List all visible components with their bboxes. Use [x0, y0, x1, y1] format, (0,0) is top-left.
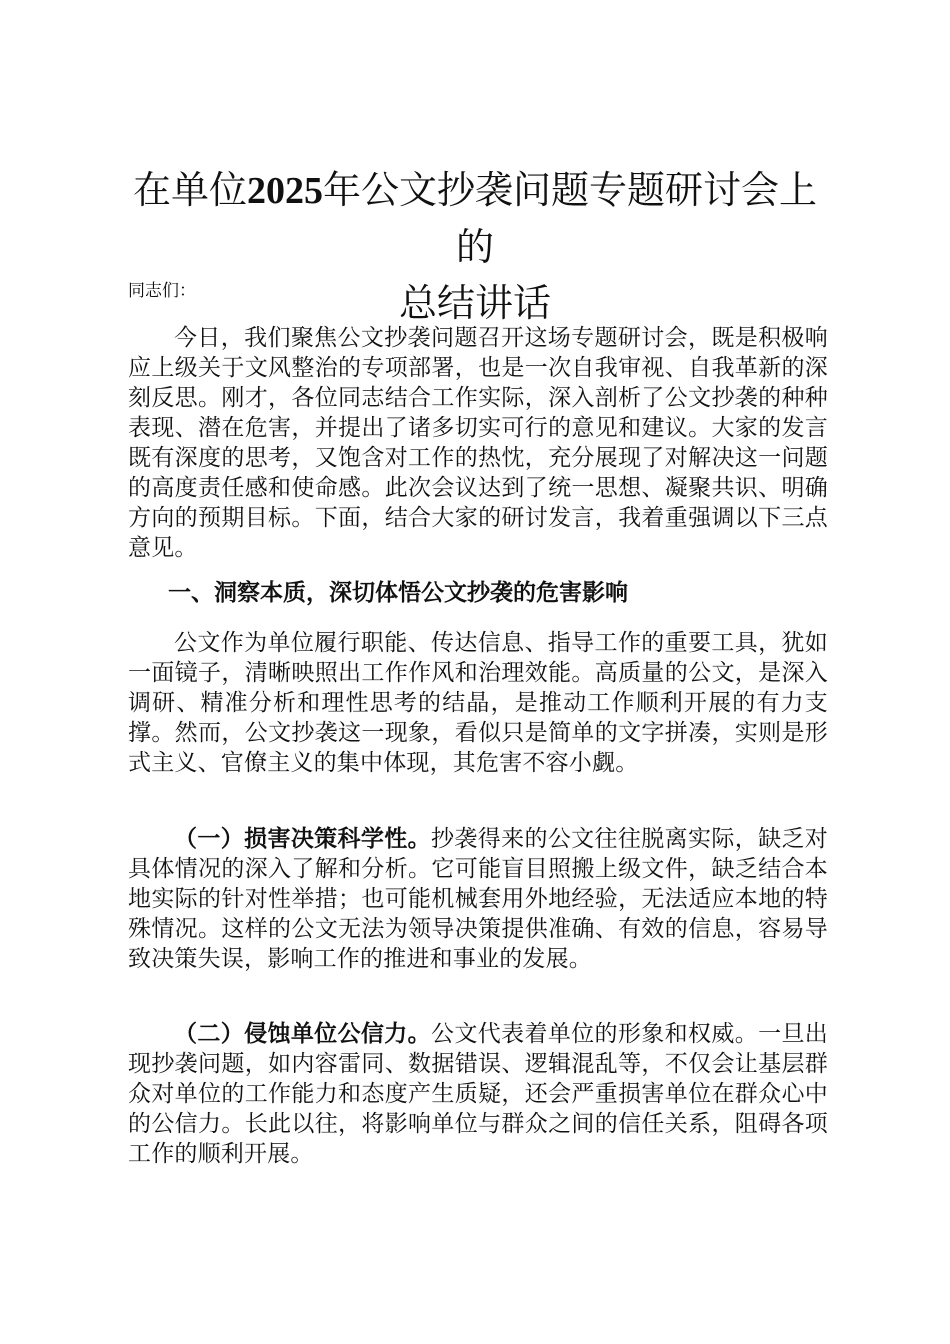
section-heading-1: 一、洞察本质，深切体悟公文抄袭的危害影响: [168, 580, 628, 606]
intro-paragraph: 今日，我们聚焦公文抄袭问题召开这场专题研讨会，既是积极响应上级关于文风整治的专项部署，也是一次自我审视、自我革新的深刻反思。刚才，各位同志结合工作实际，深入剖析了公文抄袭的种种表现、潜在危害，并提出了诸多切实可行的意见和建议。大家的发言既有深度的思考，又饱含对工作的热忱，充分展现了对解决这一问题的高度责任感和使命感。此次会议达到了统一思想、凝聚共识、明确方向的预期目标。下面，结合大家的研讨发言，我着重强调以下三点意见。: [128, 325, 828, 561]
point-1-paragraph: [128, 824, 828, 974]
point-2-paragraph: [128, 1019, 828, 1169]
section-1-paragraph: 公文作为单位履行职能、传达信息、指导工作的重要工具，犹如一面镜子，清晰映照出工作作风和治理效能。高质量的公文，是深入调研、精准分析和理性思考的结晶，是推动工作顺利开展的有力支撑。然而，公文抄袭这一现象，看似只是简单的文字拼凑，实则是形式主义、官僚主义的集中体现，其危害不容小觑。: [128, 630, 828, 776]
document-title: [120, 162, 830, 331]
point-1-body: 抄袭得来的公文往往脱离实际，缺乏对具体情况的深入了解和分析。它可能盲目照搬上级文件，缺乏结合本地实际的针对性举措；也可能机械套用外地经验，无法适应本地的特殊情况。这样的公文无法为领导决策提供准确、有效的信息，容易导致决策失误，影响工作的推进和事业的发展。: [128, 826, 829, 972]
title-suffix: 年公文抄袭问题专题研讨会上的: [323, 168, 818, 269]
point-1-lead: （一）损害决策科学性。: [174, 826, 431, 852]
title-second-line: 总结讲话: [398, 281, 551, 325]
point-2-body: 公文代表着单位的形象和权威。一旦出现抄袭问题，如内容雷同、数据错误、逻辑混乱等，不仅会让基层群众对单位的工作能力和态度产生质疑，还会严重损害单位在群众心中的公信力。长此以往，将影响单位与群众之间的信任关系，阻碍各项工作的顺利开展。: [128, 1021, 829, 1167]
salutation: 同志们：: [128, 281, 196, 301]
title-prefix: 在单位: [132, 168, 247, 212]
title-year: 2025: [247, 170, 323, 212]
point-2-lead: （二）侵蚀单位公信力。: [174, 1021, 431, 1047]
